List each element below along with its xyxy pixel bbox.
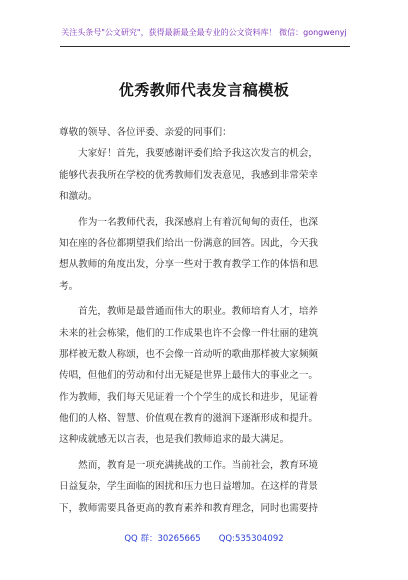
paragraph-line: 这种成就感无以言表，也是我们教师追求的最大满足。 xyxy=(59,434,290,446)
document-title: 优秀教师代表发言稿模板 xyxy=(118,81,290,99)
footer xyxy=(0,534,408,545)
footer-qq: QQ:535304092 xyxy=(218,534,284,544)
footer-qq-group: QQ 群：30265665 xyxy=(124,534,201,544)
paragraph-line: 未来的社会栋梁，他们的工作成果也许不会像一件壮丽的建筑 xyxy=(59,327,319,339)
paragraph-line: 传唱，但他们的劳动和付出无疑是世界上最伟大的事业之一。 xyxy=(59,370,319,382)
paragraph-line: 能够代表我所在学校的优秀教师们发表意见，我感到非常荣幸 xyxy=(59,169,319,181)
paragraph-line: 和激动。 xyxy=(59,190,98,202)
header-divider xyxy=(60,46,350,47)
paragraph-line: 作为一名教师代表，我深感肩上有着沉甸甸的责任，也深 xyxy=(59,216,319,228)
paragraph xyxy=(59,143,359,207)
paragraph-line: 知在座的各位都期望我们给出一份满意的回答。因此，今天我 xyxy=(59,237,319,249)
paragraph xyxy=(59,212,359,297)
paragraph-line: 首先，教师是最普通而伟大的职业。教师培育人才，培养 xyxy=(59,306,319,318)
header-banner: 关注头条号"公文研究"，获得最新最全最专业的公文资料库！ 微信：gongwenyj xyxy=(61,28,347,37)
paragraph-line: 想从教师的角度出发，分享一些对于教育教学工作的体悟和思 xyxy=(59,259,319,271)
paragraph-line: 然而，教育是一项充满挑战的工作。当前社会，教育环境 xyxy=(59,459,319,471)
paragraph-line: 作为教师，我们每天见证着一个个学生的成长和进步，见证着 xyxy=(59,391,319,403)
paragraph-line: 大家好！首先，我要感谢评委们给予我这次发言的机会， xyxy=(59,148,319,160)
salutation: 尊敬的领导、各位评委、亲爱的同事们： xyxy=(59,127,232,138)
paragraph-line: 考。 xyxy=(59,280,79,292)
paragraph xyxy=(59,455,359,519)
paragraph-line: 那样被无数人称颂，也不会像一首动听的歌曲那样被大家频频 xyxy=(59,348,319,360)
paragraph-line: 他们的人格、智慧、价值观在教育的滋润下逐渐形成和提升。 xyxy=(59,412,319,424)
paragraph xyxy=(59,301,359,450)
paragraph-line: 日益复杂，学生面临的困扰和压力也日益增加。在这样的背景 xyxy=(59,481,319,493)
paragraph-line: 下，教师需要具备更高的教育素养和教育理念，同时也需要持 xyxy=(59,502,319,514)
document-body xyxy=(59,122,359,519)
